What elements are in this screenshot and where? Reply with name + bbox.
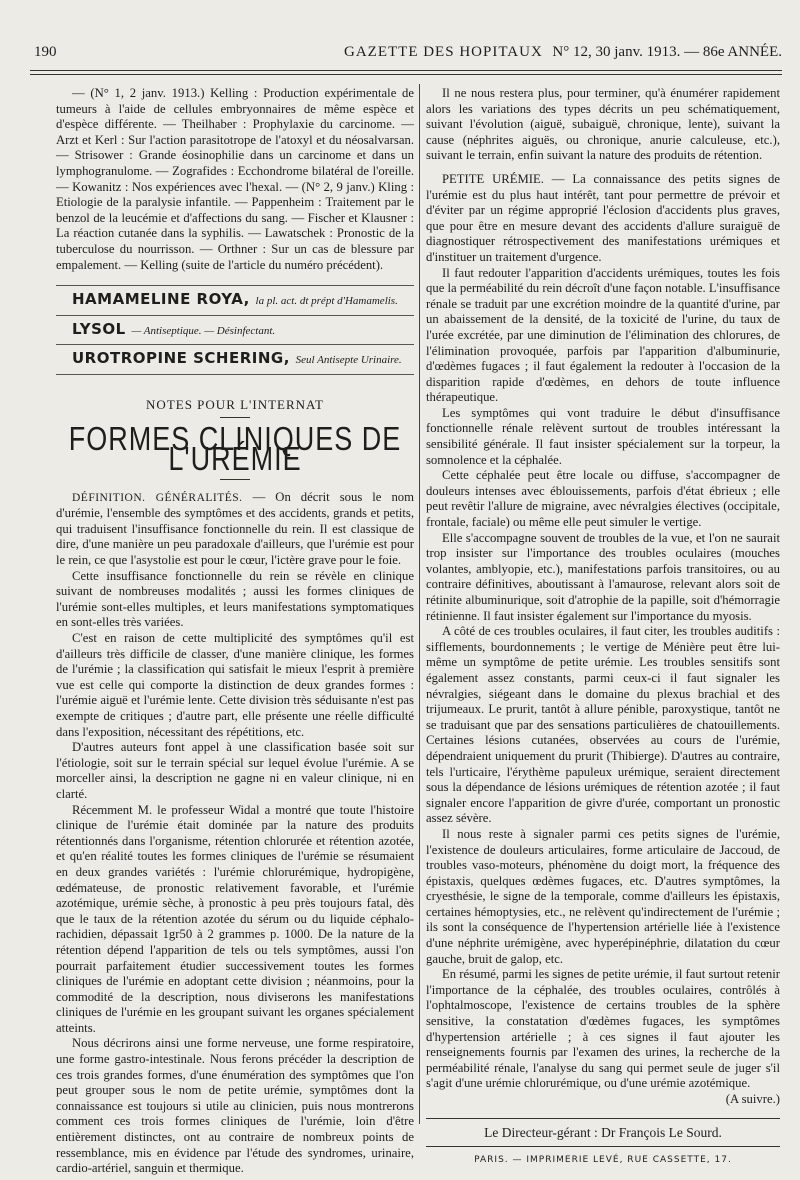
column-divider [419, 84, 420, 1124]
issue-info: N° 12, 30 janv. 1913. — 86e ANNÉE. [552, 44, 782, 60]
footer-rule [426, 1118, 780, 1119]
paragraph: D'autres auteurs font appel à une classification basée soit sur l'étiologie, soit sur le terrain spécial sur lequel évolue l'urémie. A se morceller ainsi, la description ne gagne ni en valeur clinique, ni en clarté. [56, 740, 414, 801]
ad-hamameline [56, 292, 414, 310]
article-title: FORMES CLINIQUES DE L'URÉMIE [68, 419, 402, 477]
paragraph: PETITE URÉMIE. — La connaissance des petits signes de l'urémie est du plus haut intérêt, tant pour permettre de prévoir et d'éviter par un régime approprié l'éclosion d'accidents plus graves, que pour être en mesure devant des accidents d'allure suraiguë de diagnostiquer rétrospectivement des manifestations urémiques et d'instituer un traitement d'urgence. [426, 171, 780, 264]
definition-lead: DÉFINITION. GÉNÉRALITÉS. [72, 491, 243, 504]
bibliography-text: — (N° 1, 2 janv. 1913.) Kelling : Production expérimentale de tumeurs à l'aide de cellules embryonnaires de même espèce et d'espèce différente. — Theilhaber : Prophylaxie du carcinome. — Arzt et Kerl : Sur l'action parasitotrope de l'atoxyl et du néosalvarsan. — Strisower : Grande éosinophilie dans un carcinome et dans un lymphogranulome. — Zografides : Ecchondrome bilatéral de l'oreille. — Kowanitz : Nos expériences avec l'hexal. — (N° 2, 9 janv.) Kling : Etiologie de la paralysie infantile. — Pappenheim : Traitement par le benzol de la leucémie et d'affections du sang. — Fischer et Klausner : La réaction cutanée dans la syphilis. — Lawatschek : Pronostic de la tuberculose du nourrisson. — Orthner : Sur un cas de blessure par empalement. — Kelling (suite de l'article du numéro précédent). [56, 86, 414, 272]
paragraph: Cette céphalée peut être locale ou diffuse, s'accompagner de douleurs intenses avec éblouissements, parfois d'état ébrieux ; elle peut revêtir l'allure de migraine, avec névralgies électives (occipitale, frontale, faciale) ou même elle peut simuler le vertige. [426, 468, 780, 530]
paragraph: A côté de ces troubles oculaires, il faut citer, les troubles auditifs : sifflements, bourdonnements ; le vertige de Ménière peut être lui-même un symptôme de petite urémie. Les troubles sensitifs sont également assez constants, parmi ceux-ci il faut signaler les névralgies, siégeant dans le domaine du plexus brachial et des trijumeaux. Le prurit, tantôt à allure pénible, paroxystique, tantôt ne se traduisant que par des sensations particulières de chatouillements. Certaines lésions cutanées, observées au cours de l'urémie, dépendraient uniquement du prurit (Thibierge). D'autres au contraire, tels l'urticaire, l'érythème papuleux urémique, seraient directement sous la dépendance de lésions urémiques de rétention azotée ; il faut signaler encore l'apparition de givre d'urée, comportant un pronostic assez sévère. [426, 624, 780, 826]
ad-urotropine [56, 351, 414, 369]
ad-divider [56, 344, 414, 345]
ad-divider [56, 285, 414, 286]
paragraph: En résumé, parmi les signes de petite urémie, il faut surtout retenir l'importance de la céphalée, des troubles oculaires, contrôlés à l'ophtalmoscope, l'existence de certains troubles de la sphère sensitive, la constatation d'œdèmes fugaces, les symptômes d'hypertension artérielle ; à ces signes il faut ajouter les renseignements fournis par l'examen des urines, la recherche de la perméabilité rénale, l'analyse du sang qui permet seule de juger s'il s'agit d'une urémie chlorurémique, ou d'une urémie azotémique. [426, 967, 780, 1091]
section-heading: NOTES POUR L'INTERNAT [146, 396, 324, 412]
ad-desc: la pl. act. dt prépt d'Hamamelis. [255, 295, 398, 308]
paragraph: Nous décrirons ainsi une forme nerveuse, une forme respiratoire, une forme gastro-intestinale. Nous ferons précéder la description de ces trois grandes formes, d'une énumération des symptômes que l'on peut grouper sous le nom de petite urémie, symptômes dont la connaissance est toujours si utile au clinicien, puis nous montrerons comment ces trois formes cliniques de l'urémie, loin d'être entièrement distinctes, ont au contraire de nombreux points de ressemblance, mis en évidence par l'étude des syndromes, urinaire, cardio-artériel, sanguin et thermique. [56, 1036, 414, 1176]
printer-line: PARIS. — IMPRIMERIE LEVÉ, RUE CASSETTE, 17. [474, 1155, 732, 1166]
page-number: 190 [34, 44, 57, 60]
paragraph [56, 490, 414, 569]
ad-name: LYSOL [72, 319, 126, 338]
ad-name: UROTROPINE SCHERING, [72, 349, 290, 368]
paragraph: Il faut redouter l'apparition d'accidents urémiques, toutes les fois que la perméabilité du rein décroît d'une façon notable. L'insuffisance rénale se traduit par une excrétion moindre de la quantité d'urine, par un abaissement de la densité, de la toxicité de l'urine, du taux de l'urée excrétée, par une diminution de l'élimination des chlorures, de l'élimination provoquée, parfois par l'apparition d'albuminurie, d'œdèmes fugaces ; il faut également la redouter à l'occasion de la disparition rapide d'œdèmes, en dehors de toute influence thérapeutique. [426, 265, 780, 405]
ad-lysol [56, 319, 414, 340]
left-column [56, 86, 414, 1177]
right-column [426, 86, 780, 1169]
ad-desc: — Antiseptique. — Désinfectant. [131, 324, 276, 337]
ad-divider [56, 315, 414, 316]
paragraph: Il nous reste à signaler parmi ces petits signes de l'urémie, l'existence de douleurs articulaires, forme articulaire de Jaccoud, de troubles vaso-moteurs, phénomène du doigt mort, la fréquence des épistaxis, quelques œdèmes fugaces, etc. D'autres symptômes, la cryesthésie, le signe de la temporale, comme d'ailleurs les épistaxis, certaines hémoptysies, etc., ne relèvent qu'indirectement de l'urémie ; ils sont la conséquence de l'hypertension artérielle liée à l'existence d'une néphrite urémigène, avec hyperépinéphrie, dilatation du cœur gauche, bruit de galop, etc. [426, 826, 780, 966]
footer-rule-2 [426, 1146, 780, 1147]
journal-title: GAZETTE DES HOPITAUX [344, 44, 543, 60]
header-rule-2 [30, 74, 782, 75]
paragraph: Les symptômes qui vont traduire le début d'insuffisance fonctionnelle rénale relèvent surtout de troubles intéressant la sensibilité générale. Il faut insister spécialement sur la torpeur, la somnolence et la céphalée. [426, 405, 780, 467]
ad-desc: Seul Antisepte Urinaire. [295, 354, 402, 367]
paragraph: Il ne nous restera plus, pour terminer, qu'à énumérer rapidement alors les variations des types décrits un peu schématiquement, suivant l'évolution (aiguë, subaiguë, chronique, lente), suivant la cause (néphrites aiguës, ou chronique, anurie calculeuse, etc.), suivant le terrain, enfin suivant la nature des produits de rétention. [426, 86, 780, 163]
paragraph: Elle s'accompagne souvent de troubles de la vue, et l'on ne saurait trop insister sur l'importance des troubles oculaires (mouches volantes, amblyopie, etc.), manifestations parfois transitoires, ou au contraire définitives, aboutissant à l'amaurose, relevant alors soit de rétinite albuminurique, soit d'atrophie de la papille, soit d'hémorragie rétinienne. Il faut insister également sur l'importance du myosis. [426, 530, 780, 623]
header-rule [30, 70, 782, 71]
page-header [34, 44, 782, 66]
to-follow-note: (A suivre.) [725, 1092, 780, 1106]
ad-divider [56, 374, 414, 375]
section-rule [220, 417, 250, 418]
paragraph: Cette insuffisance fonctionnelle du rein se révèle en clinique suivant de nombreuses modalités ; aussi les formes cliniques de l'urémie sont-elles multiples, et leurs manifestations symptomatiques en sont-elles très variées. [56, 568, 414, 630]
paragraph: Récemment M. le professeur Widal a montré que toute l'histoire clinique de l'urémie était dominée par la nature des produits rétentionnés dans l'organisme, rétention chlorurée et rétention azotée, et qu'en réalité toutes les formes cliniques de l'urémie se résumaient en deux grandes variétés : l'urémie chlorurémique, hydropigène, œdémateuse, de pronostic relativement favorable, et l'urémie azotémique, urémie sèche, à pronostic à peu près toujours fatal, dès que le taux de la rétention azotée du sérum ou du liquide céphalo-rachidien, dépassait 1gr50 à 2 grammes p. 1000. De la nature de la rétention dépend l'apparition de tels ou tels symptômes, aussi l'on pourrait parfaitement étudier successivement toutes les formes cliniques de l'urémie en adoptant cette division ; néanmoins, pour la commodité de la description, nous diviserons les manifestations cliniques de l'urémie en les groupant suivant les organes spécialement atteints. [56, 802, 414, 1035]
ad-name: HAMAMELINE ROYA, [72, 290, 250, 309]
title-rule [220, 479, 250, 480]
paragraph: C'est en raison de cette multiplicité des symptômes qu'il est d'ailleurs très difficile de classer, d'une manière clinique, les formes de l'urémie ; la classification qui satisfait le mieux l'esprit à première vue est celle qui comporte la distinction de deux grandes formes : l'urémie aiguë et l'urémie lente. Cette division très séduisante n'est pas exempte de critiques ; d'autre part, elle présente une réelle difficulté dans l'exposition, nécessitant des répétitions, etc. [56, 631, 414, 739]
paragraph-text: — On décrit sous le nom d'urémie, l'ensemble des symptômes et des accidents, grands et petits, qui traduisent l'insuffisance fonctionnelle du rein. Il est classique de dire, d'une manière un peu paradoxale d'ailleurs, que l'urémie est pour le rein, ce que l'asystolie est pour le cœur, l'ictère grave pour le foie. [56, 489, 414, 568]
director-line: Le Directeur-gérant : Dr François Le Sourd. [484, 1124, 722, 1140]
